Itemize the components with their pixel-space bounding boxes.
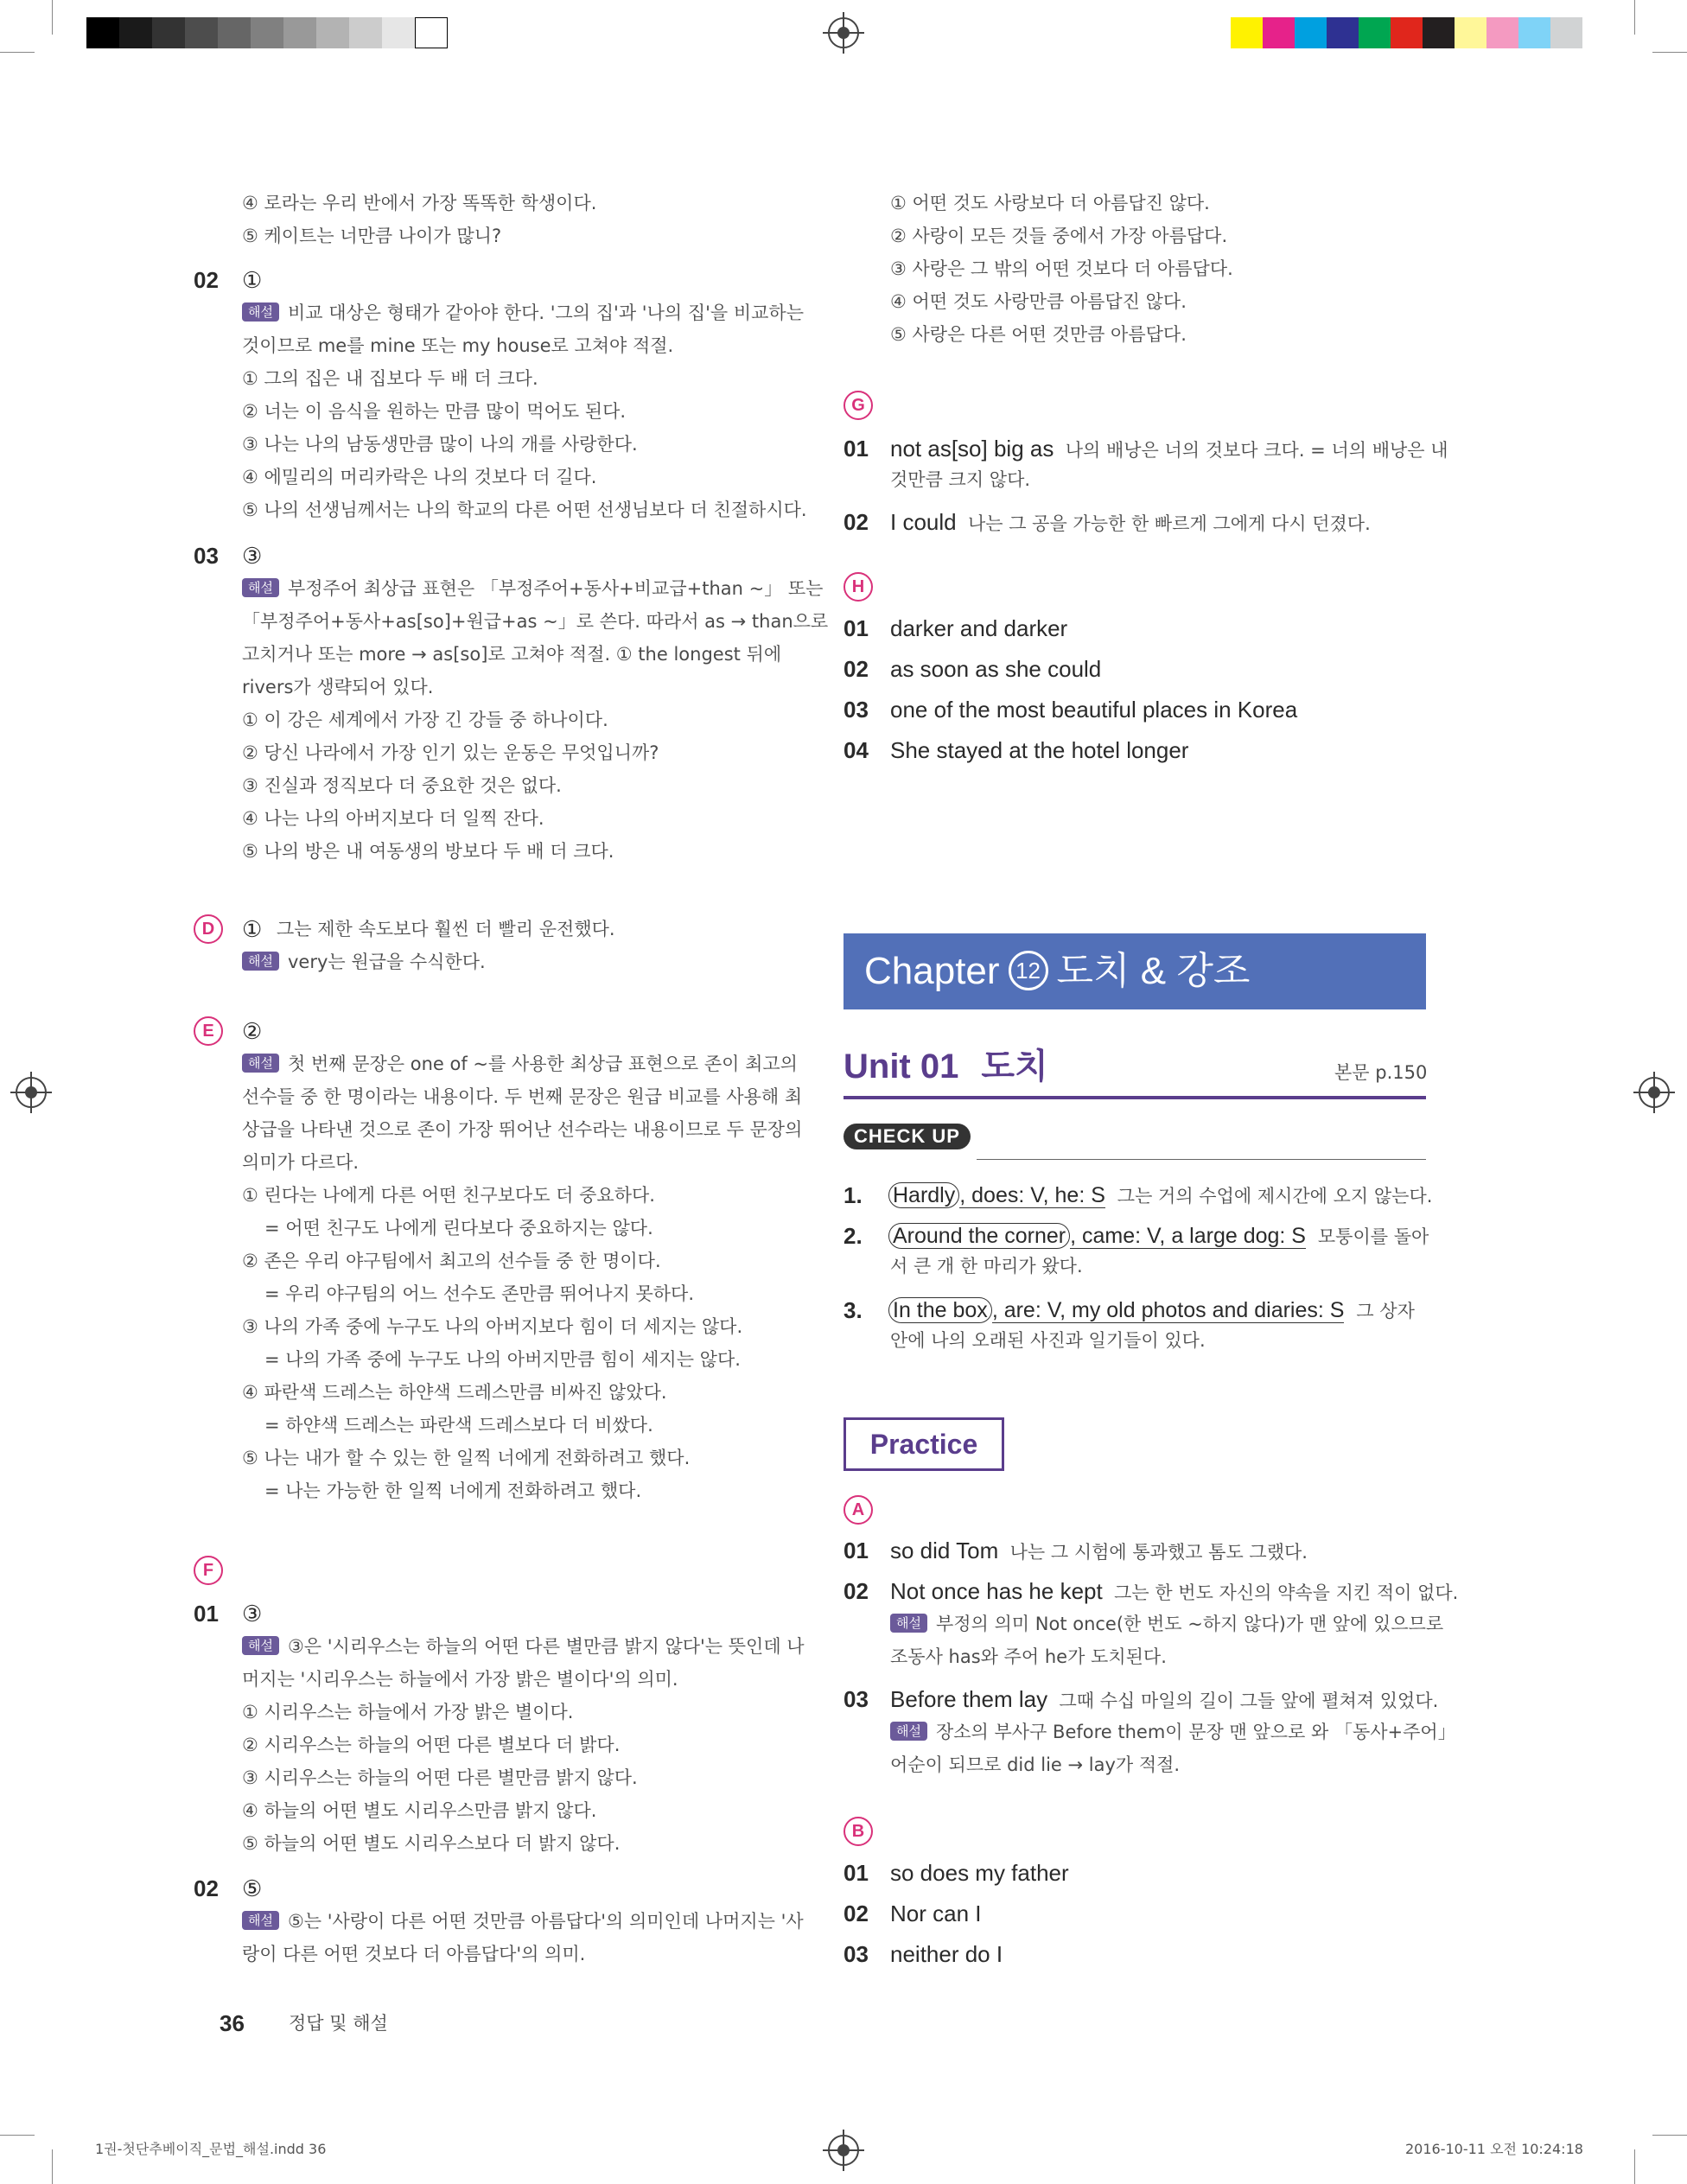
inverted-phrase: In the box	[888, 1297, 992, 1323]
practice-label: Practice	[844, 1417, 1004, 1471]
line: ④ 하늘의 어떤 별도 시리우스만큼 밝지 않다.	[242, 1800, 597, 1821]
line: ① 이 강은 세계에서 가장 긴 강들 중 하나이다.	[242, 710, 608, 730]
question-answer: ①	[242, 267, 263, 293]
explanation: 해설 장소의 부사구 Before them이 문장 맨 앞으로 와 「동사+주어」	[890, 1716, 1456, 1748]
analysis: , are: V, my old photos and diaries: S	[991, 1298, 1345, 1322]
line: ⑤ 케이트는 너만큼 나이가 많니?	[242, 226, 502, 246]
answer-translation: 그는 제한 속도보다 훨씬 더 빨리 운전했다.	[277, 919, 615, 939]
section-letter-b: B	[844, 1817, 873, 1846]
checkup-translation: 안에 나의 오래된 사진과 일기들이 있다.	[890, 1330, 1206, 1351]
explanation-line: 어순이 되므로 did lie → lay가 적절.	[890, 1754, 1181, 1775]
explanation-line: 상급을 나타낸 것으로 존이 가장 뛰어난 선수라는 내용이므로 두 문장의	[242, 1119, 803, 1140]
registration-mark-bottom	[828, 2135, 859, 2166]
line: ③ 사랑은 그 밖의 어떤 것보다 더 아름답다.	[890, 258, 1233, 279]
slug-filename: 1권-첫단추베이직_문법_해설.indd 36	[95, 2141, 327, 2157]
line: = 나는 가능한 한 일찍 너에게 전화하려고 했다.	[264, 1480, 642, 1501]
question-number: 01	[844, 1538, 869, 1563]
line: ⑤ 나는 내가 할 수 있는 한 일찍 너에게 전화하려고 했다.	[242, 1448, 691, 1468]
question-answer: ③	[242, 543, 263, 569]
question-number: 01	[844, 436, 869, 462]
question-number: 02	[194, 267, 219, 293]
line: ⑤ 사랑은 다른 어떤 것만큼 아름답다.	[890, 324, 1187, 345]
checkup-row: In the box , are: V, my old photos and diaries: S 그 상자	[888, 1294, 1415, 1328]
explanation: 해설 ⑤는 '사랑이 다른 어떤 것만큼 아름답다'의 의미인데 나머지는 '사	[242, 1905, 804, 1938]
explanation-badge: 해설	[890, 1722, 927, 1741]
question-number: 01	[194, 1601, 219, 1627]
checkup-translation: 서 큰 개 한 마리가 왔다.	[890, 1256, 1083, 1277]
checkup-label: CHECK UP	[844, 1124, 971, 1149]
question-number: 01	[844, 615, 869, 641]
line: = 어떤 친구도 나에게 린다보다 중요하지는 않다.	[264, 1218, 653, 1238]
explanation-badge: 해설	[242, 302, 279, 322]
answer-row: not as[so] big as 나의 배낭은 너의 것보다 크다. = 너의 배낭은 내	[890, 436, 1448, 462]
question-number: 02	[844, 1901, 869, 1926]
line: = 우리 야구팀의 어느 선수도 존만큼 뛰어나지 못하다.	[264, 1283, 695, 1304]
section-letter-g: G	[844, 391, 873, 420]
unit-page-ref: 본문 p.150	[1334, 1062, 1428, 1083]
question-number: 03	[844, 697, 869, 723]
page-number: 36	[220, 2010, 245, 2036]
line: ① 어떤 것도 사랑보다 더 아름답진 않다.	[890, 193, 1210, 213]
answer-text: so does my father	[890, 1860, 1069, 1886]
question-number: 02	[844, 656, 869, 682]
line: ② 당신 나라에서 가장 인기 있는 운동은 무엇입니까?	[242, 742, 659, 763]
answer-row: I could 나는 그 공을 가능한 한 빠르게 그에게 다시 던졌다.	[890, 509, 1371, 535]
footer-title: 정답 및 해설	[289, 2013, 388, 2034]
question-number: 02	[844, 509, 869, 535]
explanation: 해설 첫 번째 문장은 one of ~를 사용한 최상급 표현으로 존이 최고의	[242, 1047, 798, 1080]
answer-text: Before them lay	[890, 1686, 1048, 1712]
unit-label: Unit 01	[844, 1047, 959, 1086]
analysis: , came: V, a large dog: S	[1070, 1224, 1306, 1248]
explanation: 해설 비교 대상은 형태가 같아야 한다. '그의 집'과 '나의 집'을 비교하는	[242, 296, 804, 329]
line: ③ 진실과 정직보다 더 중요한 것은 없다.	[242, 775, 562, 796]
answer-row: so did Tom 나는 그 시험에 통과했고 톰도 그랬다.	[890, 1538, 1308, 1563]
checkup-row: Hardly , does: V, he: S 그는 거의 수업에 제시간에 오지 않는다.	[888, 1179, 1432, 1213]
checkup-number: 2.	[844, 1223, 863, 1249]
answer-text: She stayed at the hotel longer	[890, 737, 1189, 763]
question-number: 01	[844, 1860, 869, 1886]
inverted-phrase: Hardly	[888, 1182, 959, 1208]
chapter-banner	[844, 933, 1426, 1009]
question-number: 02	[194, 1875, 219, 1901]
registration-mark-left	[16, 1077, 47, 1108]
line: ③ 시리우스는 하늘의 어떤 다른 별만큼 밝지 않다.	[242, 1767, 638, 1788]
line: ② 사랑이 모든 것들 중에서 가장 아름답다.	[890, 226, 1228, 246]
line: = 하얀색 드레스는 파란색 드레스보다 더 비쌌다.	[264, 1415, 653, 1436]
answer-text: as soon as she could	[890, 656, 1102, 682]
line: ③ 나의 가족 중에 누구도 나의 아버지보다 힘이 더 세지는 않다.	[242, 1316, 743, 1337]
line: = 나의 가족 중에 누구도 나의 아버지만큼 힘이 세지는 않다.	[264, 1349, 741, 1370]
explanation: 해설 부정주어 최상급 표현은 「부정주어+동사+비교급+than ~」 또는	[242, 572, 823, 605]
explanation-line: 조동사 has와 주어 he가 도치된다.	[890, 1646, 1167, 1667]
explanation-line: 랑이 다른 어떤 것보다 더 아름답다'의 의미.	[242, 1944, 586, 1964]
explanation-line: 「부정주어+동사+as[so]+원급+as ~」로 쓴다. 따라서 as → than으로	[242, 611, 829, 632]
answer-text: Nor can I	[890, 1901, 982, 1926]
unit-heading	[844, 1042, 1048, 1091]
line: ④ 나는 나의 아버지보다 더 일찍 잔다.	[242, 808, 544, 829]
explanation: 해설 very는 원급을 수식한다.	[242, 946, 486, 978]
explanation-line: 머지는 '시리우스는 하늘에서 가장 밝은 별이다'의 의미.	[242, 1669, 678, 1690]
answer-text: one of the most beautiful places in Korea	[890, 697, 1298, 723]
registration-mark-right	[1639, 1077, 1670, 1108]
question-answer: ③	[242, 1601, 263, 1627]
unit-rule	[844, 1096, 1426, 1099]
explanation: 해설 ③은 '시리우스는 하늘의 어떤 다른 별만큼 밝지 않다'는 뜻인데 나	[242, 1630, 805, 1663]
line: ③ 나는 나의 남동생만큼 많이 나의 개를 사랑한다.	[242, 434, 638, 455]
section-letter-a: A	[844, 1495, 873, 1525]
inverted-phrase: Around the corner	[888, 1223, 1070, 1249]
line: ② 시리우스는 하늘의 어떤 다른 별보다 더 밝다.	[242, 1735, 621, 1755]
section-letter-f: F	[194, 1556, 223, 1585]
question-number: 04	[844, 737, 869, 763]
section-letter-d: D	[194, 914, 223, 944]
unit-title: 도치	[981, 1047, 1048, 1086]
line: ④ 로라는 우리 반에서 가장 똑똑한 학생이다.	[242, 193, 597, 213]
analysis: , does: V, he: S	[959, 1183, 1105, 1207]
line: ① 그의 집은 내 집보다 두 배 더 크다.	[242, 368, 538, 389]
answer-text: so did Tom	[890, 1538, 999, 1563]
checkup-rule	[977, 1159, 1426, 1160]
registration-mark-top	[828, 17, 859, 48]
answer-row: Before them lay 그때 수십 마일의 길이 그들 앞에 펼쳐져 있었다.	[890, 1686, 1439, 1712]
checkup-row: Around the corner , came: V, a large dog: S 모퉁이를 돌아	[888, 1219, 1429, 1253]
explanation-badge: 해설	[242, 1911, 279, 1930]
section-letter-e: E	[194, 1016, 223, 1046]
answer-text: darker and darker	[890, 615, 1068, 641]
explanation-line: 고치거나 또는 more → as[so]로 고쳐야 적절. ① the longest 뒤에	[242, 644, 782, 665]
explanation-badge: 해설	[242, 1636, 279, 1655]
question-answer: ⑤	[242, 1875, 263, 1901]
answer-text: I could	[890, 509, 957, 535]
question-number: 03	[844, 1686, 869, 1712]
chapter-label: Chapter	[864, 950, 1000, 992]
line: ② 존은 우리 야구팀에서 최고의 선수들 중 한 명이다.	[242, 1251, 661, 1271]
explanation: 해설 부정의 의미 Not once(한 번도 ~하지 않다)가 맨 앞에 있으므로	[890, 1608, 1443, 1640]
explanation-badge: 해설	[890, 1614, 927, 1633]
answer-translation: 것만큼 크지 않다.	[890, 469, 1031, 490]
line: ⑤ 나의 선생님께서는 나의 학교의 다른 어떤 선생님보다 더 친절하시다.	[242, 500, 807, 520]
line: ④ 에밀리의 머리카락은 나의 것보다 더 길다.	[242, 467, 597, 487]
line: ⑤ 하늘의 어떤 별도 시리우스보다 더 밝지 않다.	[242, 1833, 621, 1854]
explanation-badge: 해설	[242, 952, 279, 971]
answer-text: neither do I	[890, 1941, 1003, 1967]
section-letter-h: H	[844, 572, 873, 602]
checkup-number: 3.	[844, 1297, 863, 1323]
line: ① 린다는 나에게 다른 어떤 친구보다도 더 중요하다.	[242, 1185, 655, 1206]
question-number: 03	[844, 1941, 869, 1967]
explanation-line: 선수들 중 한 명이라는 내용이다. 두 번째 문장은 원급 비교를 사용해 최	[242, 1086, 803, 1107]
question-number: 02	[844, 1578, 869, 1604]
question-answer: ②	[242, 1018, 263, 1044]
line: ② 너는 이 음식을 원하는 만큼 많이 먹어도 된다.	[242, 401, 627, 422]
answer-text: not as[so] big as	[890, 436, 1054, 462]
explanation-badge: 해설	[242, 1054, 279, 1073]
answer-row: Not once has he kept 그는 한 번도 자신의 약속을 지킨 적이 없다.	[890, 1578, 1459, 1604]
chapter-title: 도치 & 강조	[1056, 950, 1251, 992]
line: ④ 어떤 것도 사랑만큼 아름답진 않다.	[890, 291, 1187, 312]
explanation-line: 의미가 다르다.	[242, 1152, 360, 1173]
explanation-line: 것이므로 me를 mine 또는 my house로 고쳐야 적절.	[242, 335, 674, 356]
question-number: 03	[194, 543, 219, 569]
line: ④ 파란색 드레스는 하얀색 드레스만큼 비싸진 않았다.	[242, 1382, 667, 1403]
question-answer: ①	[242, 916, 263, 942]
slug-date: 2016-10-11 오전 10:24:18	[1405, 2141, 1583, 2157]
checkup-number: 1.	[844, 1182, 863, 1208]
line: ⑤ 나의 방은 내 여동생의 방보다 두 배 더 크다.	[242, 841, 614, 862]
line: ① 시리우스는 하늘에서 가장 밝은 별이다.	[242, 1702, 574, 1722]
answer-text: Not once has he kept	[890, 1578, 1103, 1604]
chapter-number: 12	[1009, 951, 1048, 990]
explanation-badge: 해설	[242, 578, 279, 597]
explanation-line: rivers가 생략되어 있다.	[242, 677, 434, 697]
